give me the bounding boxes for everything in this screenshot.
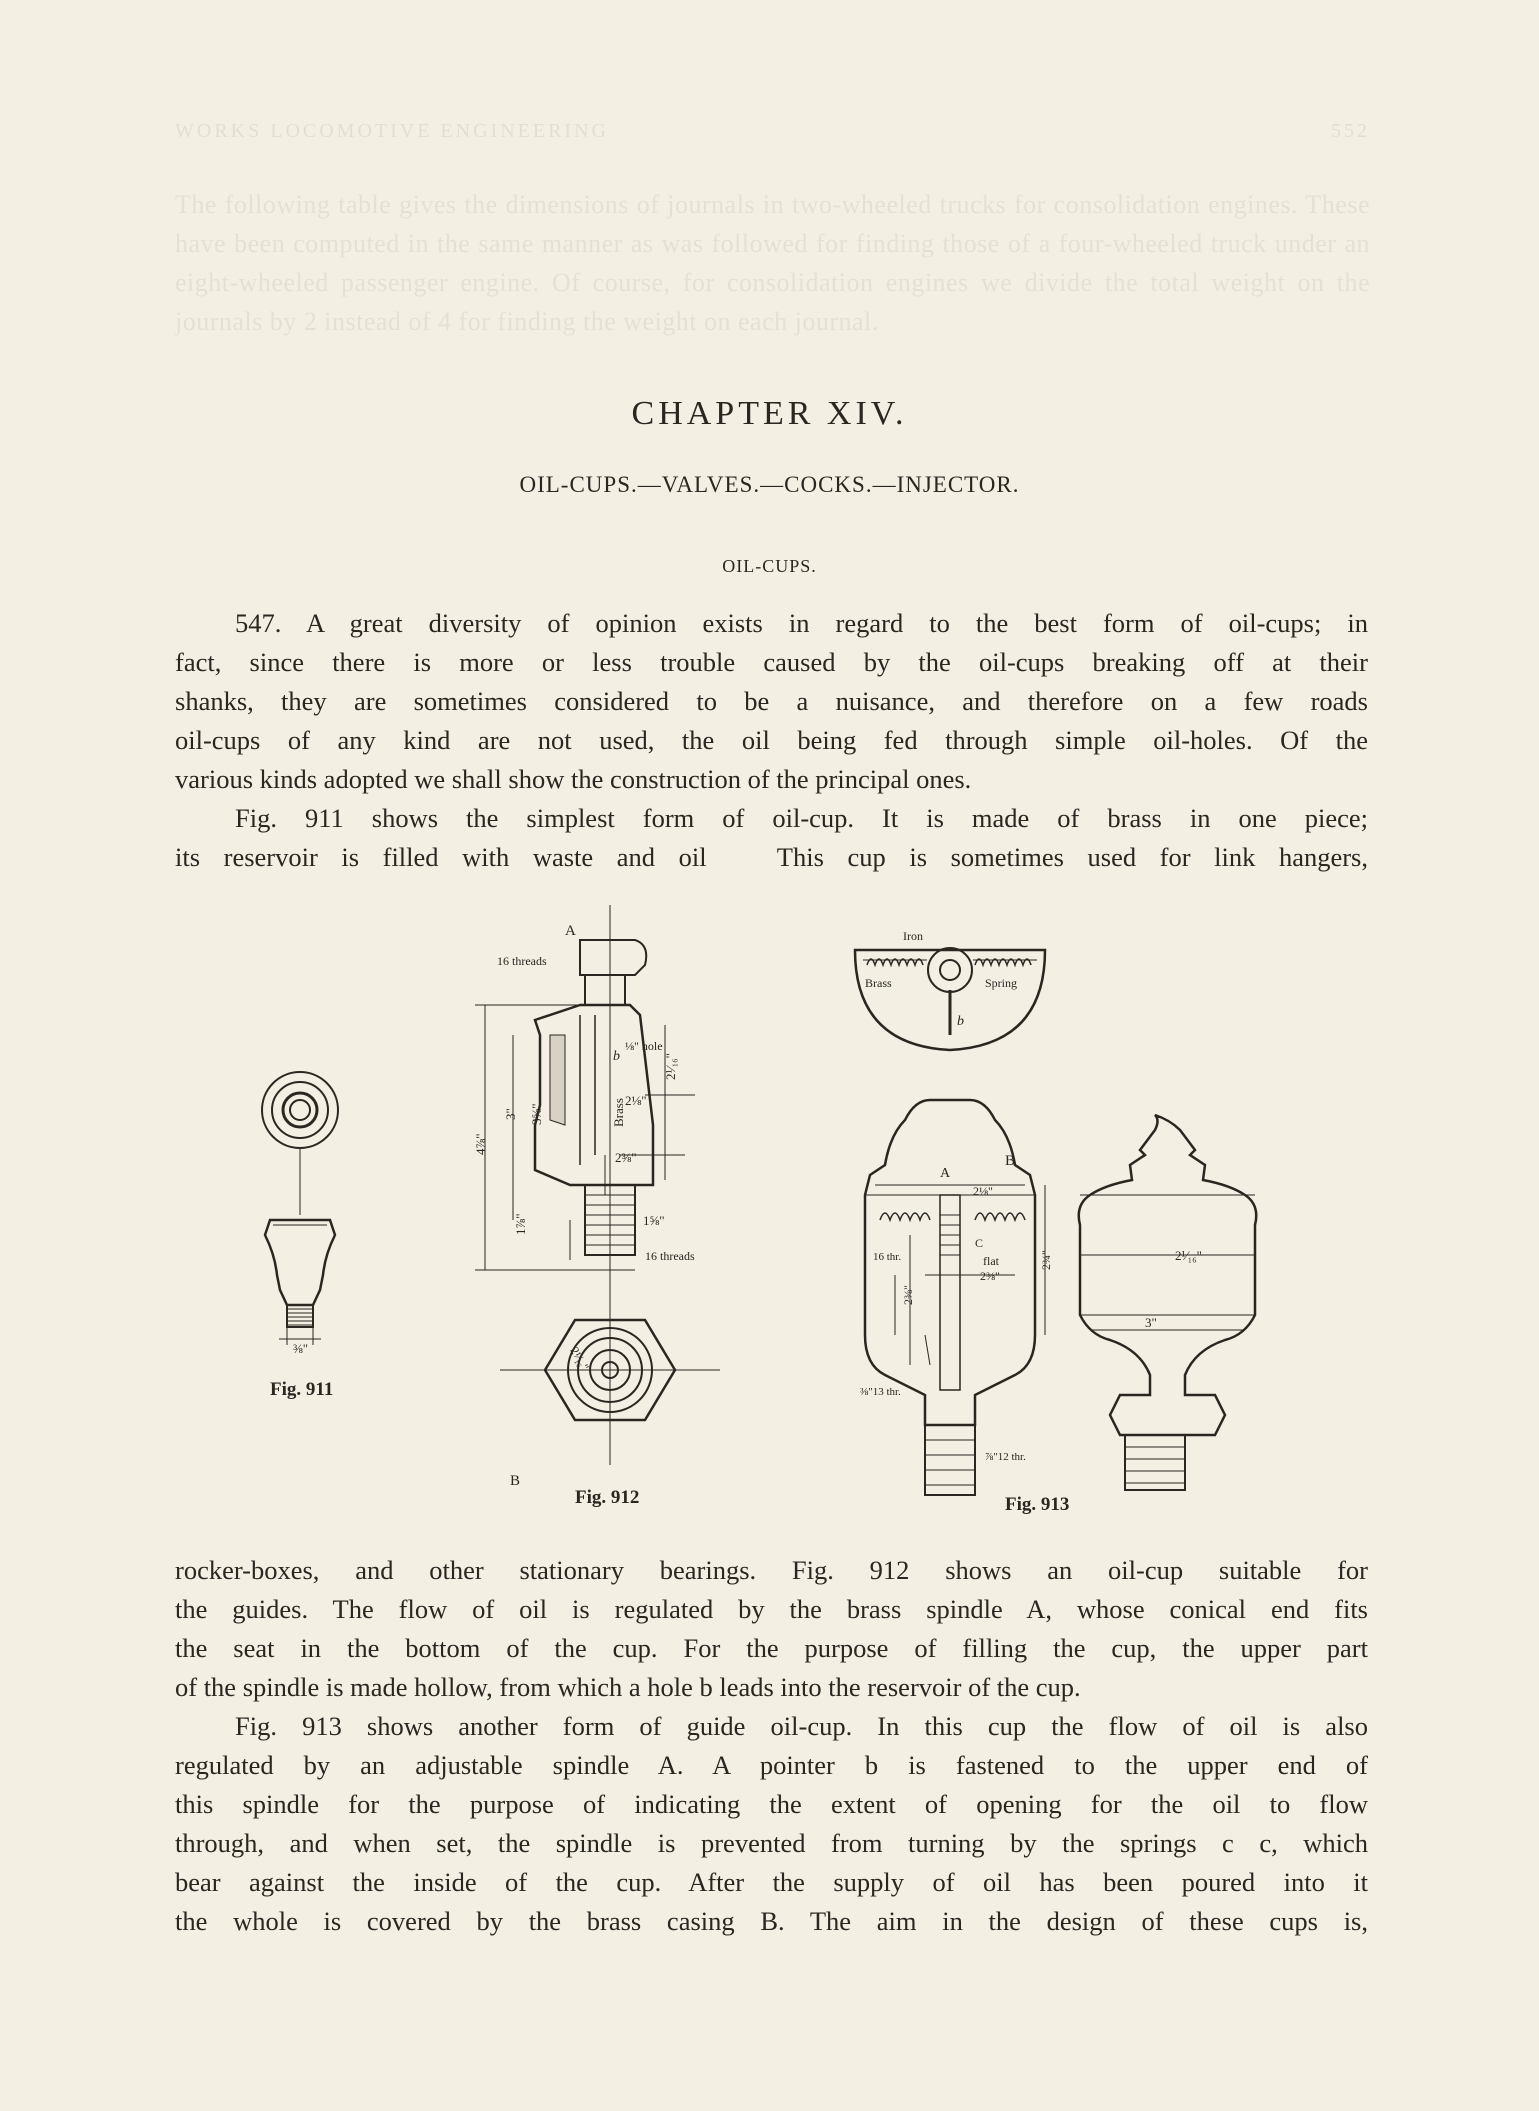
fig912-brass: Brass	[611, 1098, 626, 1127]
text-line: Fig. 911 shows the simplest form of oil-cup. It is made of brass in one piece;	[235, 803, 1368, 833]
fig911-dim: ⅜"	[293, 1341, 309, 1356]
text-line: oil-cups of any kind are not used, the oil being fed through simple oil-holes. Of the	[175, 725, 1368, 755]
fig912-hole-letter: b	[613, 1049, 620, 1064]
fig913-flat: flat	[983, 1254, 999, 1268]
figure-group	[175, 895, 1375, 1535]
paragraph-fig912	[175, 1551, 1368, 1707]
text-line: regulated by an adjustable spindle A. A pointer b is fastened to the upper end of	[175, 1750, 1368, 1780]
fig913-iron: Iron	[903, 929, 923, 943]
fig913-v1: 2¾"	[1039, 1250, 1053, 1270]
fig912-v4: 1⅞"	[513, 1213, 528, 1235]
fig912-d3: 2¹⁄₁₆"	[663, 1053, 678, 1080]
fig912-label-a: A	[565, 923, 576, 939]
text-line: this spindle for the purpose of indicating the extent of opening for the oil to flow	[175, 1789, 1368, 1819]
paragraph-fig913	[175, 1707, 1368, 1941]
fig913-v2: 2⅜"	[901, 1285, 915, 1305]
fig912-hole: ⅛" hole	[625, 1039, 663, 1053]
text-line: bear against the inside of the cup. After the supply of oil has been poured into it	[175, 1867, 1368, 1897]
fig913-thr16: 16 thr.	[873, 1251, 902, 1263]
fig911-drawing	[262, 1072, 338, 1345]
text-line: Fig. 913 shows another form of guide oil-cup. In this cup the flow of oil is also	[235, 1711, 1368, 1741]
chapter-title: CHAPTER XIV.	[631, 395, 908, 432]
text-line: the seat in the bottom of the cup. For the purpose of filling the cup, the upper part	[175, 1633, 1368, 1663]
fig913-label-b: B	[1005, 1153, 1016, 1169]
text-line: its reservoir is filled with waste and oil This cup is sometimes used for link hangers,	[175, 842, 1368, 872]
ghost-header-right: 552	[1331, 120, 1370, 142]
fig912-v3: 4⅞"	[473, 1133, 488, 1155]
fig912-d1: 2⅛"	[625, 1093, 647, 1108]
fig913-pointer-b: b	[957, 1014, 964, 1029]
text-line: the whole is covered by the brass casing B. The aim in the design of these cups is,	[175, 1906, 1368, 1936]
ghost-bleedthrough-text: The following table gives the dimensions of journals in two-wheeled trucks for consolidation engines. These have been computed in the same manner as was followed for finding those of a four-wheeled truck under an eight-wheeled passenger engine. Of course, for consolidation engines we divide the total weight on the journals by 2 instead of 4 for finding the weight on each journal.	[175, 190, 1370, 336]
paragraph-547	[175, 604, 1368, 799]
fig913-drawing	[855, 948, 1256, 1495]
fig912-d2: 2⅜"	[615, 1150, 637, 1165]
figures-svg	[175, 895, 1375, 1535]
text-line: through, and when set, the spindle is prevented from turning by the springs c c, which	[175, 1828, 1368, 1858]
text-line: of the spindle is made hollow, from which a hole b leads into the reservoir of the cup.	[175, 1672, 1081, 1702]
fig912-d4: 1⅝"	[643, 1213, 665, 1228]
fig913-d1: 2⅛"	[973, 1184, 993, 1198]
text-line: 547. A great diversity of opinion exists in regard to the best form of oil-cups; in	[235, 608, 1368, 638]
fig912-v2: 3⅝"	[529, 1103, 544, 1125]
chapter-subtitle: OIL-CUPS.—VALVES.—COCKS.—INJECTOR.	[519, 472, 1020, 497]
text-line: rocker-boxes, and other stationary bearings. Fig. 912 shows an oil-cup suitable for	[175, 1555, 1368, 1585]
ghost-running-header	[175, 120, 1370, 143]
section-heading: OIL-CUPS.	[722, 556, 817, 576]
fig912-threads-bottom: 16 threads	[645, 1249, 695, 1263]
text-line: fact, since there is more or less trouble caused by the oil-cups breaking off at their	[175, 647, 1368, 677]
fig912-caption: Fig. 912	[575, 1487, 640, 1508]
fig913-d4: 2¹⁄₁₆"	[1175, 1248, 1202, 1263]
fig913-brass: Brass	[865, 976, 892, 990]
text-line: various kinds adopted we shall show the construction of the principal ones.	[175, 764, 972, 794]
fig913-thr13: ⅜"13 thr.	[860, 1386, 901, 1398]
fig912-v1: 3"	[503, 1108, 518, 1120]
fig911-caption: Fig. 911	[270, 1379, 334, 1400]
fig913-d5: 3"	[1145, 1315, 1157, 1330]
fig913-caption: Fig. 913	[1005, 1494, 1070, 1515]
fig913-spring: Spring	[985, 976, 1018, 990]
paragraph-fig911	[175, 799, 1368, 877]
fig912-label-b: B	[510, 1473, 521, 1489]
fig913-label-a: A	[940, 1166, 951, 1181]
ghost-header-left: WORKS LOCOMOTIVE ENGINEERING	[175, 120, 609, 142]
text-line: the guides. The flow of oil is regulated by the brass spindle A, whose conical end fits	[175, 1594, 1368, 1624]
fig913-thr12: ⅞"12 thr.	[985, 1451, 1026, 1463]
text-line: shanks, they are sometimes considered to be a nuisance, and therefore on a few roads	[175, 686, 1368, 716]
fig913-d2: 2⅜"	[980, 1269, 1000, 1283]
fig913-label-c: C	[975, 1236, 984, 1250]
fig912-threads-top: 16 threads	[497, 954, 547, 968]
fig912-drawing	[475, 905, 720, 1465]
fig912-hex: 2¹⁄₁₆"	[567, 1344, 592, 1374]
